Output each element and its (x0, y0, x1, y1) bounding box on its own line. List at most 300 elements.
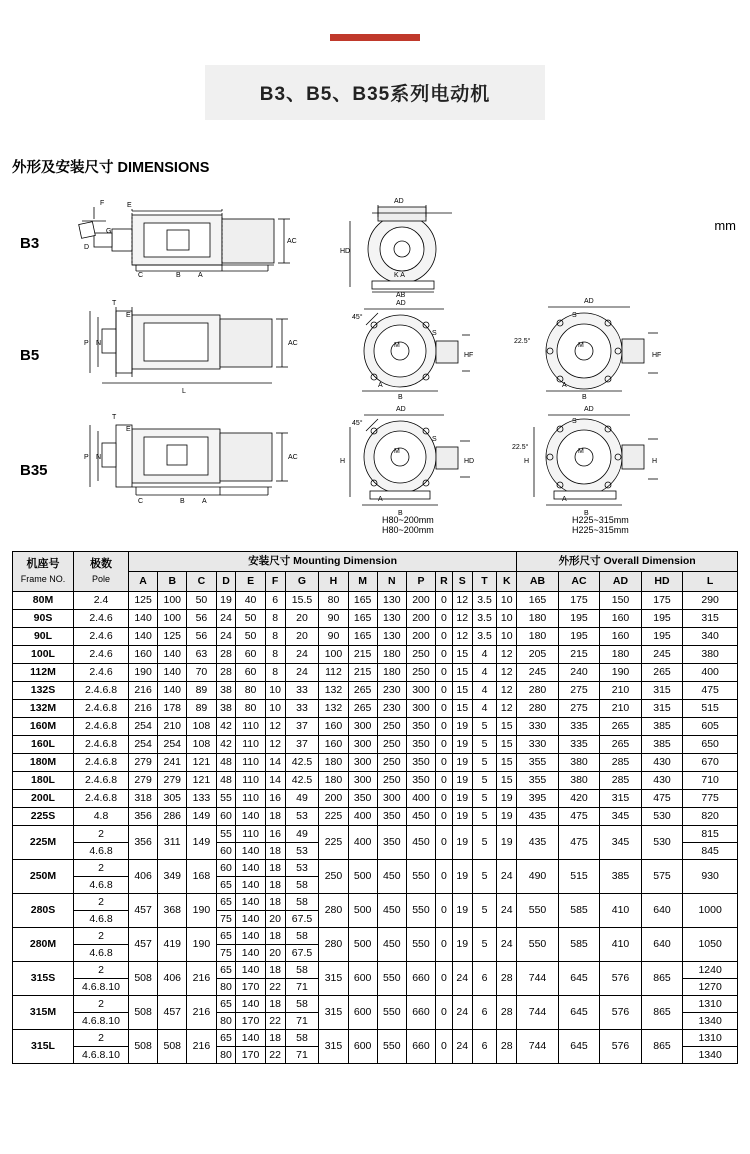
cell-b: 140 (158, 682, 187, 700)
cell-r: 0 (436, 736, 453, 754)
cell-n: 350 (377, 808, 406, 826)
cell-frame: 160M (13, 718, 74, 736)
cell-d: 48 (216, 754, 236, 772)
cell-a: 406 (129, 860, 158, 894)
cell-m: 500 (348, 928, 377, 962)
cell-hd: 640 (641, 928, 683, 962)
cell-l: 515 (683, 700, 738, 718)
cell-t: 5 (472, 754, 497, 772)
cell-ac: 240 (558, 664, 600, 682)
cell-ac: 420 (558, 790, 600, 808)
cell-ac: 275 (558, 682, 600, 700)
cell-e: 140 140 (236, 860, 265, 894)
cell-ac: 645 (558, 1030, 600, 1064)
cell-ac: 515 (558, 860, 600, 894)
cell-r: 0 (436, 996, 453, 1030)
table-row (13, 772, 738, 790)
cell-hd: 530 (641, 808, 683, 826)
cell-e: 60 (236, 646, 265, 664)
table-row (13, 1030, 738, 1064)
cell-d: 65 75 (216, 928, 236, 962)
cell-ac: 645 (558, 996, 600, 1030)
cell-s: 24 (452, 962, 472, 996)
cell-ad: 210 (600, 700, 642, 718)
svg-text:AC: AC (288, 454, 298, 461)
cell-s: 12 (452, 628, 472, 646)
cell-ab: 490 (517, 860, 559, 894)
cell-b: 125 (158, 628, 187, 646)
cell-c: 70 (187, 664, 216, 682)
cell-s: 19 (452, 772, 472, 790)
table-row (13, 700, 738, 718)
note-h225-315-b5: H225~315mm (572, 515, 629, 525)
header-col-n: N (377, 572, 406, 592)
cell-frame: 280S (13, 894, 74, 928)
cell-p: 660 (406, 996, 435, 1030)
cell-h: 180 (319, 772, 348, 790)
header-col-a: A (129, 572, 158, 592)
cell-a: 125 (129, 592, 158, 610)
cell-a: 508 (129, 996, 158, 1030)
cell-d: 65 80 (216, 1030, 236, 1064)
cell-n: 450 (377, 894, 406, 928)
table-head (13, 552, 738, 592)
cell-b: 210 (158, 718, 187, 736)
cell-frame: 180M (13, 754, 74, 772)
cell-h: 90 (319, 610, 348, 628)
cell-f: 18 20 (265, 928, 285, 962)
cell-m: 400 (348, 808, 377, 826)
cell-f: 8 (265, 610, 285, 628)
svg-text:H: H (652, 458, 658, 465)
cell-ad: 180 (600, 646, 642, 664)
cell-a: 160 (129, 646, 158, 664)
cell-e: 80 (236, 700, 265, 718)
cell-h: 160 (319, 736, 348, 754)
cell-l: 400 (683, 664, 738, 682)
cell-h: 100 (319, 646, 348, 664)
cell-k: 15 (497, 772, 517, 790)
cell-n: 130 (377, 610, 406, 628)
cell-t: 4 (472, 682, 497, 700)
cell-e: 80 (236, 682, 265, 700)
cell-r: 0 (436, 592, 453, 610)
b3-side-view-drawing (72, 197, 302, 297)
cell-n: 350 (377, 826, 406, 860)
header-col-k: K (497, 572, 517, 592)
cell-f: 18 20 (265, 894, 285, 928)
cell-r: 0 (436, 790, 453, 808)
header-col-hd: HD (641, 572, 683, 592)
cell-s: 19 (452, 860, 472, 894)
cell-r: 0 (436, 962, 453, 996)
cell-g: 49 53 (285, 826, 319, 860)
table-row (13, 928, 738, 962)
cell-m: 300 (348, 718, 377, 736)
cell-frame: 225S (13, 808, 74, 826)
cell-pole: 2.4.6.8 (74, 754, 129, 772)
cell-k: 28 (497, 996, 517, 1030)
cell-d: 55 60 (216, 826, 236, 860)
cell-h: 315 (319, 1030, 348, 1064)
cell-d: 65 80 (216, 996, 236, 1030)
svg-text:T: T (112, 414, 117, 421)
svg-text:HD: HD (464, 458, 475, 465)
header-col-r: R (436, 572, 453, 592)
cell-f: 16 18 (265, 826, 285, 860)
table-row (13, 754, 738, 772)
cell-e: 140 140 (236, 894, 265, 928)
header-mounting-group: 安装尺寸 Mounting Dimension (129, 552, 517, 572)
cell-a: 190 (129, 664, 158, 682)
cell-b: 279 (158, 772, 187, 790)
header-col-p: P (406, 572, 435, 592)
cell-h: 132 (319, 700, 348, 718)
cell-k: 12 (497, 664, 517, 682)
cell-p: 450 (406, 826, 435, 860)
cell-c: 121 (187, 772, 216, 790)
cell-f: 12 (265, 736, 285, 754)
cell-r: 0 (436, 700, 453, 718)
cell-e: 140 170 (236, 996, 265, 1030)
b5-flange-h225-315-drawing (512, 295, 682, 405)
cell-n: 180 (377, 664, 406, 682)
cell-m: 400 (348, 826, 377, 860)
cell-k: 19 (497, 808, 517, 826)
cell-e: 110 (236, 736, 265, 754)
cell-g: 42.5 (285, 754, 319, 772)
cell-ab: 330 (517, 718, 559, 736)
cell-a: 279 (129, 772, 158, 790)
svg-text:S: S (572, 312, 577, 319)
cell-a: 508 (129, 1030, 158, 1064)
cell-n: 130 (377, 628, 406, 646)
cell-c: 89 (187, 700, 216, 718)
cell-l: 475 (683, 682, 738, 700)
cell-g: 42.5 (285, 772, 319, 790)
cell-p: 550 (406, 928, 435, 962)
cell-b: 241 (158, 754, 187, 772)
cell-e: 50 (236, 628, 265, 646)
cell-l: 670 (683, 754, 738, 772)
cell-s: 19 (452, 718, 472, 736)
svg-text:45°: 45° (352, 314, 363, 321)
svg-text:B: B (582, 394, 587, 401)
svg-text:A: A (202, 498, 207, 505)
cell-frame: 160L (13, 736, 74, 754)
cell-b: 140 (158, 646, 187, 664)
cell-c: 168 (187, 860, 216, 894)
cell-s: 19 (452, 928, 472, 962)
cell-f: 10 (265, 682, 285, 700)
cell-frame: 80M (13, 592, 74, 610)
cell-l: 1050 (683, 928, 738, 962)
cell-a: 356 (129, 826, 158, 860)
svg-text:M: M (394, 342, 400, 349)
svg-text:22.5°: 22.5° (512, 444, 529, 451)
cell-e: 110 (236, 718, 265, 736)
cell-hd: 430 (641, 754, 683, 772)
svg-text:D: D (84, 244, 90, 251)
header-col-d: D (216, 572, 236, 592)
cell-g: 58 71 (285, 1030, 319, 1064)
cell-n: 300 (377, 790, 406, 808)
cell-r: 0 (436, 860, 453, 894)
table-row (13, 628, 738, 646)
cell-s: 19 (452, 826, 472, 860)
cell-d: 42 (216, 718, 236, 736)
cell-d: 19 (216, 592, 236, 610)
cell-e: 140 170 (236, 962, 265, 996)
cell-g: 37 (285, 736, 319, 754)
cell-k: 10 (497, 628, 517, 646)
cell-k: 12 (497, 646, 517, 664)
cell-c: 108 (187, 718, 216, 736)
cell-s: 19 (452, 754, 472, 772)
header-col-l: L (683, 572, 738, 592)
cell-b: 100 (158, 592, 187, 610)
cell-ac: 585 (558, 928, 600, 962)
cell-d: 38 (216, 682, 236, 700)
cell-m: 500 (348, 894, 377, 928)
cell-t: 3.5 (472, 610, 497, 628)
cell-pole: 2.4.6 (74, 646, 129, 664)
cell-b: 508 (158, 1030, 187, 1064)
cell-k: 19 (497, 790, 517, 808)
header-overall-group: 外形尺寸 Overall Dimension (517, 552, 738, 572)
cell-n: 250 (377, 772, 406, 790)
note-h80-200-b5: H80~200mm (382, 515, 434, 525)
cell-s: 24 (452, 1030, 472, 1064)
note-h80-200-b35: H80~200mm (382, 525, 434, 535)
cell-hd: 195 (641, 610, 683, 628)
cell-p: 350 (406, 754, 435, 772)
svg-text:M: M (578, 448, 584, 455)
cell-p: 660 (406, 1030, 435, 1064)
cell-f: 18 22 (265, 962, 285, 996)
cell-p: 250 (406, 664, 435, 682)
diagram-row-label-b5: B5 (20, 347, 40, 364)
cell-l: 775 (683, 790, 738, 808)
cell-ad: 345 (600, 808, 642, 826)
page-title: B3、B5、B35系列电动机 (259, 84, 491, 105)
cell-pole: 2.4.6 (74, 628, 129, 646)
cell-b: 305 (158, 790, 187, 808)
cell-ab: 550 (517, 894, 559, 928)
cell-ac: 335 (558, 736, 600, 754)
svg-text:C: C (138, 272, 144, 279)
cell-g: 49 (285, 790, 319, 808)
cell-g: 33 (285, 700, 319, 718)
cell-c: 121 (187, 754, 216, 772)
cell-c: 190 (187, 894, 216, 928)
cell-pole: 2 4.6.8 (74, 860, 129, 894)
cell-k: 28 (497, 962, 517, 996)
cell-pole: 2 4.6.8.10 (74, 962, 129, 996)
svg-text:A: A (378, 496, 383, 503)
cell-l: 930 (683, 860, 738, 894)
cell-hd: 385 (641, 736, 683, 754)
cell-ab: 550 (517, 928, 559, 962)
cell-l: 710 (683, 772, 738, 790)
cell-ac: 645 (558, 962, 600, 996)
cell-pole: 2.4.6 (74, 664, 129, 682)
cell-e: 50 (236, 610, 265, 628)
header-col-ac: AC (558, 572, 600, 592)
cell-l: 1240 1270 (683, 962, 738, 996)
cell-ac: 380 (558, 754, 600, 772)
cell-k: 10 (497, 610, 517, 628)
header-col-m: M (348, 572, 377, 592)
cell-n: 130 (377, 592, 406, 610)
cell-g: 58 71 (285, 962, 319, 996)
cell-t: 4 (472, 700, 497, 718)
cell-h: 132 (319, 682, 348, 700)
cell-p: 200 (406, 628, 435, 646)
cell-h: 180 (319, 754, 348, 772)
table-row (13, 682, 738, 700)
svg-text:B: B (180, 498, 185, 505)
cell-frame: 200L (13, 790, 74, 808)
cell-p: 300 (406, 682, 435, 700)
cell-d: 60 65 (216, 860, 236, 894)
cell-k: 15 (497, 736, 517, 754)
note-h225-315-b35: H225~315mm (572, 525, 629, 535)
header-col-h: H (319, 572, 348, 592)
cell-hd: 475 (641, 790, 683, 808)
cell-frame: 225M (13, 826, 74, 860)
cell-d: 65 80 (216, 962, 236, 996)
cell-b: 178 (158, 700, 187, 718)
cell-ab: 330 (517, 736, 559, 754)
svg-text:L: L (182, 388, 186, 395)
cell-e: 110 (236, 790, 265, 808)
cell-frame: 315L (13, 1030, 74, 1064)
svg-text:S: S (572, 418, 577, 425)
cell-hd: 640 (641, 894, 683, 928)
cell-l: 290 (683, 592, 738, 610)
cell-n: 180 (377, 646, 406, 664)
cell-ad: 576 (600, 962, 642, 996)
cell-n: 550 (377, 996, 406, 1030)
cell-ad: 265 (600, 736, 642, 754)
header-pole: 极数 Pole (74, 552, 129, 592)
cell-a: 140 (129, 610, 158, 628)
cell-d: 42 (216, 736, 236, 754)
header-col-ab: AB (517, 572, 559, 592)
cell-ac: 175 (558, 592, 600, 610)
cell-ab: 245 (517, 664, 559, 682)
cell-e: 140 140 (236, 928, 265, 962)
cell-f: 18 (265, 808, 285, 826)
cell-n: 450 (377, 928, 406, 962)
cell-frame: 280M (13, 928, 74, 962)
cell-e: 110 (236, 754, 265, 772)
table-row (13, 808, 738, 826)
cell-ac: 475 (558, 826, 600, 860)
cell-d: 28 (216, 646, 236, 664)
cell-ac: 215 (558, 646, 600, 664)
cell-ab: 744 (517, 996, 559, 1030)
cell-ad: 210 (600, 682, 642, 700)
svg-text:AB: AB (396, 292, 406, 297)
cell-t: 5 (472, 718, 497, 736)
cell-a: 457 (129, 894, 158, 928)
cell-l: 340 (683, 628, 738, 646)
cell-t: 5 (472, 928, 497, 962)
cell-m: 300 (348, 772, 377, 790)
cell-hd: 865 (641, 996, 683, 1030)
table-row (13, 718, 738, 736)
cell-t: 3.5 (472, 592, 497, 610)
svg-text:S: S (432, 436, 437, 443)
cell-ad: 385 (600, 860, 642, 894)
cell-b: 286 (158, 808, 187, 826)
cell-p: 250 (406, 646, 435, 664)
cell-g: 58 67.5 (285, 894, 319, 928)
cell-s: 12 (452, 610, 472, 628)
cell-d: 60 (216, 808, 236, 826)
cell-c: 149 (187, 826, 216, 860)
cell-t: 3.5 (472, 628, 497, 646)
diagram-area (12, 187, 738, 537)
cell-r: 0 (436, 628, 453, 646)
cell-r: 0 (436, 772, 453, 790)
svg-text:AC: AC (287, 238, 297, 245)
cell-c: 216 (187, 996, 216, 1030)
cell-b: 457 (158, 996, 187, 1030)
cell-f: 8 (265, 646, 285, 664)
section-heading: 外形及安装尺寸 DIMENSIONS (12, 160, 210, 176)
svg-text:A: A (198, 272, 203, 279)
cell-m: 350 (348, 790, 377, 808)
cell-s: 24 (452, 996, 472, 1030)
svg-text:P: P (84, 454, 89, 461)
cell-k: 24 (497, 894, 517, 928)
cell-t: 5 (472, 826, 497, 860)
cell-ab: 355 (517, 772, 559, 790)
cell-r: 0 (436, 894, 453, 928)
svg-text:N: N (96, 454, 102, 461)
cell-e: 140 (236, 808, 265, 826)
cell-d: 28 (216, 664, 236, 682)
cell-p: 200 (406, 610, 435, 628)
cell-r: 0 (436, 610, 453, 628)
cell-t: 5 (472, 860, 497, 894)
cell-frame: 132M (13, 700, 74, 718)
cell-ab: 180 (517, 610, 559, 628)
svg-text:G: G (106, 228, 112, 235)
cell-frame: 315S (13, 962, 74, 996)
cell-ad: 576 (600, 1030, 642, 1064)
cell-ac: 335 (558, 718, 600, 736)
cell-g: 53 58 (285, 860, 319, 894)
svg-text:E: E (126, 426, 131, 433)
cell-l: 815 845 (683, 826, 738, 860)
cell-r: 0 (436, 718, 453, 736)
cell-pole: 2 4.6.8 (74, 894, 129, 928)
b3-end-view-drawing (332, 197, 492, 297)
cell-f: 18 18 (265, 860, 285, 894)
table-row (13, 736, 738, 754)
cell-m: 600 (348, 1030, 377, 1064)
cell-hd: 575 (641, 860, 683, 894)
cell-t: 6 (472, 1030, 497, 1064)
cell-hd: 865 (641, 1030, 683, 1064)
cell-pole: 2 4.6.8 (74, 826, 129, 860)
cell-frame: 112M (13, 664, 74, 682)
cell-pole: 2 4.6.8 (74, 928, 129, 962)
